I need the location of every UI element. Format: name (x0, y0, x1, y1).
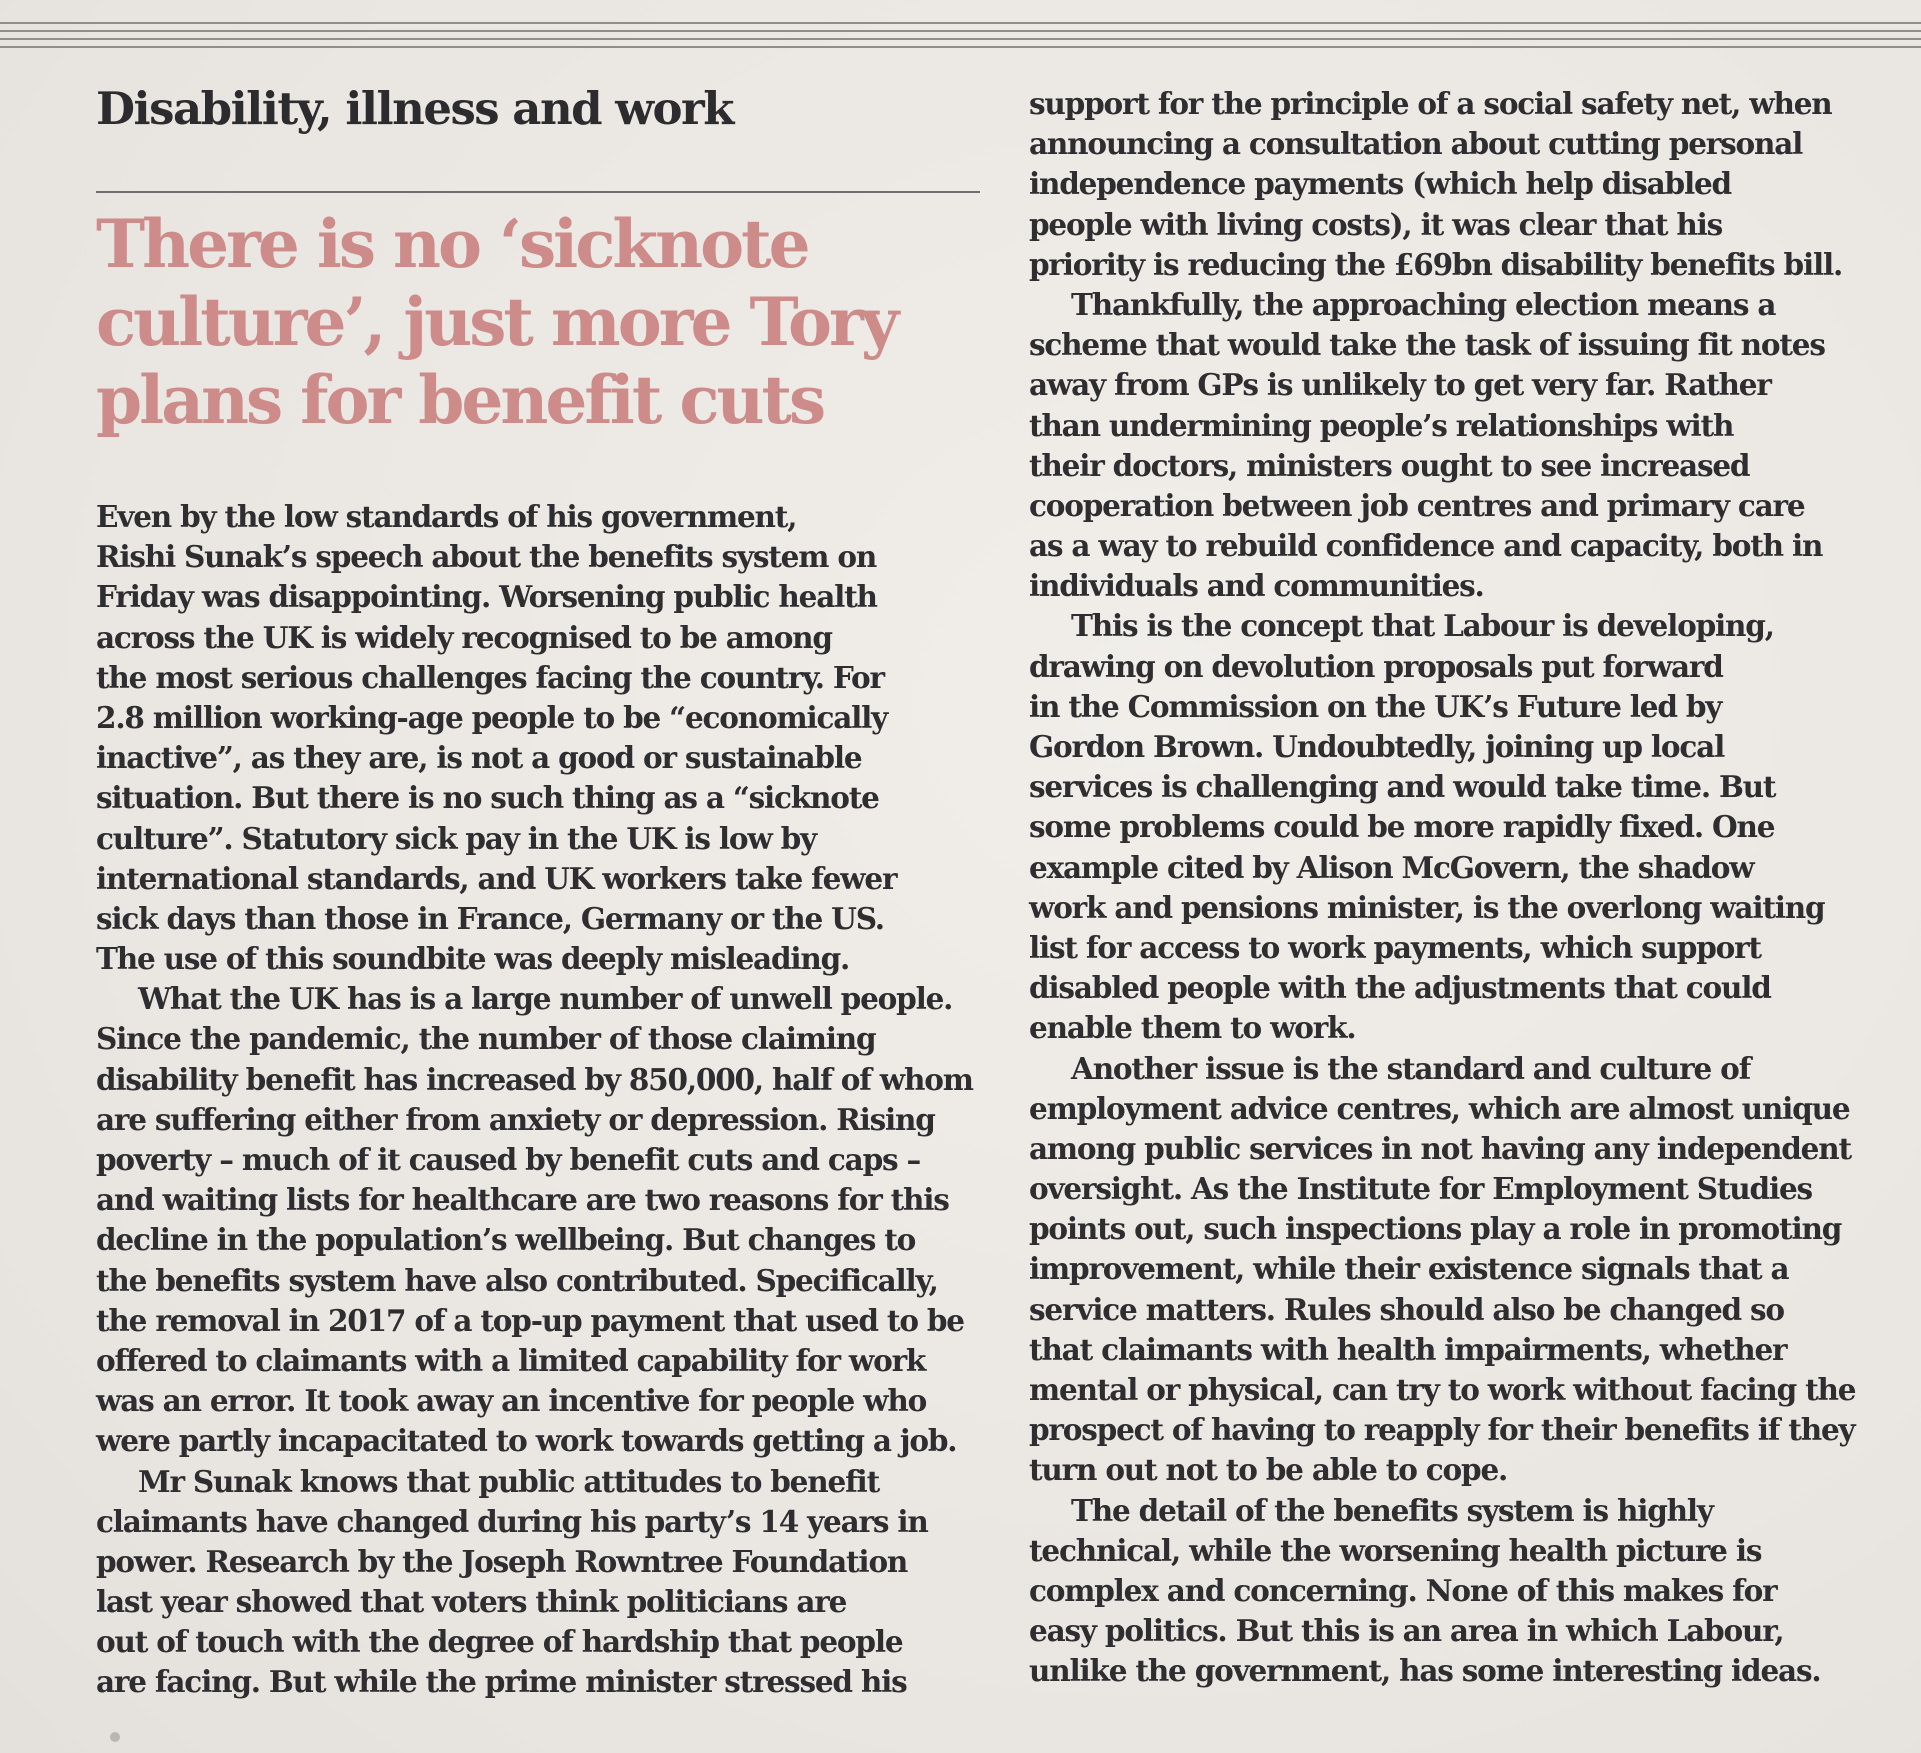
body-text-line: out of touch with the degree of hardship that people (96, 1624, 903, 1660)
body-text-line: culture”. Statutory sick pay in the UK is low by (96, 820, 817, 856)
body-text-line: service matters. Rules should also be changed so (1029, 1291, 1784, 1327)
body-text-line: Mr Sunak knows that public attitudes to benefit (138, 1463, 879, 1499)
body-text-line: employment advice centres, which are almost unique (1029, 1090, 1850, 1126)
body-text-line: 2.8 million working-age people to be “economically (96, 699, 888, 735)
body-text-line: scheme that would take the task of issuing fit notes (1029, 327, 1825, 363)
body-text-line: priority is reducing the £69bn disability benefits bill. (1029, 246, 1843, 282)
body-text-line: as a way to rebuild confidence and capacity, both in (1029, 528, 1823, 564)
body-text-line: drawing on devolution proposals put forward (1029, 648, 1723, 684)
body-text-line: support for the principle of a social safety net, when (1029, 86, 1832, 121)
body-text-line: are facing. But while the prime minister stressed his (96, 1664, 907, 1700)
article-column-right (1029, 84, 1889, 1692)
body-text-line: Since the pandemic, the number of those claiming (96, 1021, 876, 1057)
headline-line: culture’, just more Tory (96, 283, 897, 361)
top-rules (0, 22, 1921, 62)
body-text-line: offered to claimants with a limited capability for work (96, 1342, 926, 1378)
body-text-line: technical, while the worsening health picture is (1029, 1532, 1762, 1568)
body-text-line: their doctors, ministers ought to see increased (1029, 447, 1750, 483)
body-text-line: the benefits system have also contributed. Specifically, (96, 1262, 938, 1298)
body-text-line: inactive”, as they are, is not a good or sustainable (96, 740, 862, 776)
body-text-line: situation. But there is no such thing as a “sicknote (96, 780, 879, 816)
body-text-line: than undermining people’s relationships with (1029, 407, 1734, 443)
body-text-line: individuals and communities. (1029, 568, 1484, 604)
body-text-line: among public services in not having any independent (1029, 1130, 1851, 1166)
body-text-line: The detail of the benefits system is highly (1071, 1492, 1713, 1528)
body-text-line: work and pensions minister, is the overlong waiting (1029, 889, 1825, 925)
body-text-line: decline in the population’s wellbeing. But changes to (96, 1222, 916, 1258)
body-text-line: This is the concept that Labour is developing, (1071, 608, 1774, 644)
body-text-line: mental or physical, can try to work without facing the (1029, 1372, 1856, 1407)
rule-line (0, 30, 1921, 32)
body-text-line: What the UK has is a large number of unwell people. (138, 981, 953, 1017)
body-text-line: improvement, while their existence signals that a (1029, 1251, 1789, 1287)
body-text-line: complex and concerning. None of this makes for (1029, 1572, 1777, 1608)
body-text-line: The use of this soundbite was deeply misleading. (96, 941, 850, 977)
body-text-line: was an error. It took away an incentive for people who (96, 1383, 927, 1419)
body-text-line: some problems could be more rapidly fixed. One (1029, 809, 1775, 845)
body-text-line: Rishi Sunak’s speech about the benefits system on (96, 539, 877, 575)
body-text-line: were partly incapacitated to work towards getting a job. (96, 1423, 957, 1459)
body-text-line: poverty – much of it caused by benefit cuts and caps – (96, 1142, 921, 1177)
body-text-line: points out, such inspections play a role in promoting (1029, 1211, 1842, 1247)
body-text-line: Thankfully, the approaching election means a (1071, 286, 1776, 322)
article-column-left (96, 497, 996, 1703)
body-text-line: are suffering either from anxiety or depression. Rising (96, 1101, 935, 1137)
body-text-line: in the Commission on the UK’s Future led by (1029, 688, 1722, 724)
section-label: Disability, illness and work (96, 82, 733, 135)
headline-line: plans for benefit cuts (96, 361, 824, 439)
body-text-line: prospect of having to reapply for their benefits if they (1029, 1412, 1855, 1448)
body-text-line: Friday was disappointing. Worsening public health (96, 579, 877, 615)
body-text-line: services is challenging and would take time. But (1029, 769, 1776, 805)
body-text-line: international standards, and UK workers take fewer (96, 860, 897, 896)
body-text-line: people with living costs), it was clear that his (1029, 206, 1723, 242)
body-text-line: cooperation between job centres and primary care (1029, 487, 1805, 523)
rule-line (0, 22, 1921, 24)
header-divider (96, 191, 980, 193)
body-text-line: Even by the low standards of his government, (96, 499, 797, 534)
rule-line (0, 46, 1921, 48)
body-text-line: list for access to work payments, which support (1029, 929, 1761, 965)
body-text-line: power. Research by the Joseph Rowntree Foundation (96, 1543, 908, 1579)
body-text-line: turn out not to be able to cope. (1029, 1452, 1508, 1488)
body-text-line: unlike the government, has some interesting ideas. (1029, 1653, 1821, 1689)
body-text-line: across the UK is widely recognised to be among (96, 619, 832, 655)
body-text-line: sick days than those in France, Germany or the US. (96, 900, 884, 936)
body-text-line: the most serious challenges facing the country. For (96, 659, 884, 695)
body-text-line: Gordon Brown. Undoubtedly, joining up local (1029, 729, 1725, 764)
headline-line: There is no ‘sicknote (96, 205, 808, 283)
rule-line (0, 38, 1921, 40)
ink-speck (110, 1732, 120, 1742)
body-text-line: Another issue is the standard and culture of (1071, 1050, 1751, 1086)
body-text-line: the removal in 2017 of a top-up payment that used to be (96, 1302, 964, 1338)
headline (96, 205, 996, 439)
body-text-line: oversight. As the Institute for Employment Studies (1029, 1171, 1812, 1207)
body-text-line: claimants have changed during his party’s 14 years in (96, 1503, 928, 1539)
body-text-line: example cited by Alison McGovern, the shadow (1029, 849, 1754, 885)
body-text-line: and waiting lists for healthcare are two reasons for this (96, 1182, 949, 1218)
body-text-line: disability benefit has increased by 850,000, half of whom (96, 1061, 973, 1097)
body-text-line: enable them to work. (1029, 1010, 1356, 1046)
body-text-line: away from GPs is unlikely to get very far. Rather (1029, 367, 1771, 403)
body-text-line: easy politics. But this is an area in which Labour, (1029, 1613, 1784, 1649)
body-text-line: announcing a consultation about cutting personal (1029, 126, 1803, 162)
body-text-line: last year showed that voters think politicians are (96, 1584, 847, 1620)
body-text-line: that claimants with health impairments, whether (1029, 1331, 1787, 1367)
body-text-line: disabled people with the adjustments that could (1029, 970, 1771, 1006)
body-text-line: independence payments (which help disabled (1029, 166, 1731, 202)
